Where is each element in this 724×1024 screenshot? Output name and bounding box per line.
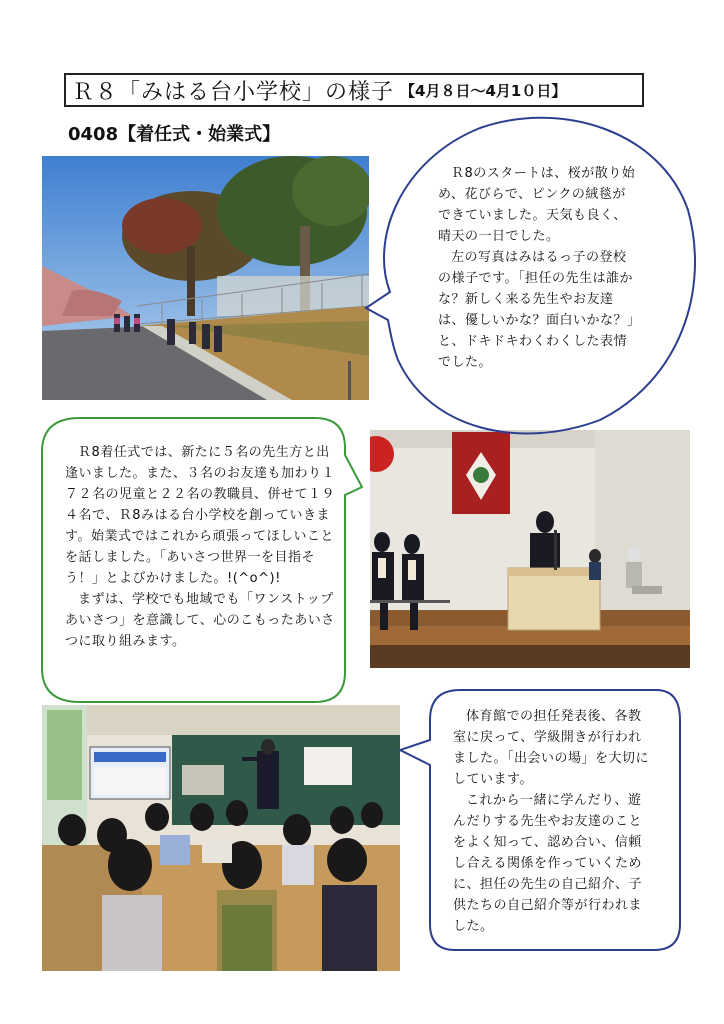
page-title-dates: 【4月８日～4月1０日】 (400, 81, 567, 100)
bubble-third-paragraph-1: 体育館での担任発表後、各教室に戻って、学級開きが行われました。「出会いの場」を大切にしています。 (453, 709, 650, 787)
bubble-text-second (65, 442, 337, 652)
bubble-text-third (453, 706, 653, 937)
page-title-text: Ｒ８「みはる台小学校」の様子 (72, 79, 395, 105)
bubble-first-paragraph-1: Ｒ8のスタートは、桜が散り始め、花びらで、ピンクの絨毯ができていました。天気も良く、晴天の一日でした。 (438, 166, 636, 244)
bubble-first-paragraph-2: 左の写真はみはるっ子の登校の様子です。「担任の先生は誰かな？新しく来る先生やお友達は、優しいかな？面白いかな？」と、ドキドキわくわくした表情でした。 (438, 250, 635, 370)
photo-opening-ceremony-gym (370, 430, 690, 668)
bubble-second-paragraph-1: Ｒ8着任式では、新たに５名の先生方と出逢いました。また、３名のお友達も加わり１７２名の児童と２２名の教職員、併せて１９４名で、Ｒ8みはる台小学校を創っていきます。始業式ではこれから頑張ってほしいことを話しました。「あいさつ世界一を目指そう！」とよびかけました。!(^o^)! (65, 445, 336, 586)
section-heading: 0408【着任式・始業式】 (68, 124, 281, 145)
bubble-third-paragraph-2: これから一緒に学んだり、遊んだりする先生やお友達のことをよく知って、認め合い、信頼し合える関係を作っていくために、担任の先生の自己紹介、子供たちの自己紹介等が行われました。 (453, 793, 643, 934)
photo-students-walking-to-school (42, 156, 369, 400)
photo-classroom-introductions (42, 705, 400, 971)
page-title (64, 73, 644, 107)
bubble-second-paragraph-2: まずは、学校でも地域でも「ワンストップあいさつ」を意識して、心のこもったあいさつに取り組みます。 (65, 592, 335, 649)
bubble-text-first (438, 163, 638, 373)
